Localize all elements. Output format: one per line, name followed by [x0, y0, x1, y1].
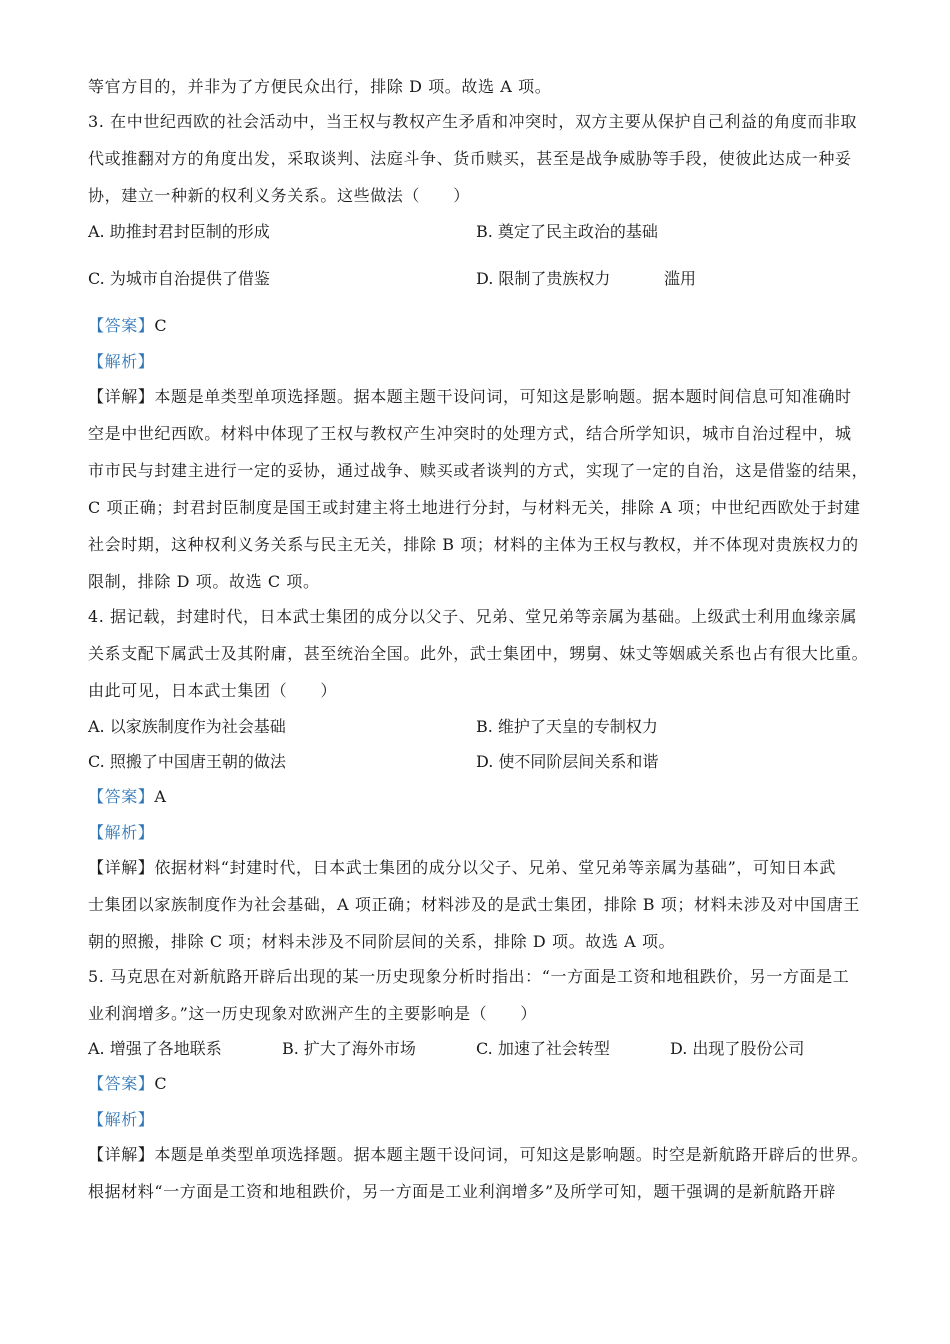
q5-detail-line	[88, 1144, 878, 1166]
q5-option-c: C. 加速了社会转型	[476, 1039, 610, 1058]
q4-detail-line	[88, 857, 878, 879]
q4-option-b: B. 维护了天皇的专制权力	[476, 717, 658, 736]
q3-analysis	[88, 351, 878, 373]
q4-stem-line: 关系支配下属武士及其附庸，甚至统治全国。此外，武士集团中，甥舅、妹丈等姻戚关系也占有很大比重。	[88, 644, 869, 663]
q4-detail-line: 朝的照搬，排除 C 项；材料未涉及不同阶层间的关系，排除 D 项。故选 A 项。	[88, 932, 676, 951]
q5-analysis	[88, 1109, 878, 1131]
q2-analysis-tail: 等官方目的，并非为了方便民众出行，排除 D 项。故选 A 项。	[88, 77, 552, 96]
q3-option-c: C. 为城市自治提供了借鉴	[88, 269, 270, 288]
q4-option-d: D. 使不同阶层间关系和谐	[476, 752, 659, 771]
answer-label: 【答案】	[88, 1074, 155, 1093]
answer-label: 【答案】	[88, 316, 155, 335]
q5-stem-line: 5. 马克思在对新航路开辟后出现的某一历史现象分析时指出：“一方面是工资和地租跌价，另一方面是工	[88, 967, 850, 986]
q3-option-b: B. 奠定了民主政治的基础	[476, 222, 658, 241]
q4-detail-line: 士集团以家族制度作为社会基础，A 项正确；材料涉及的是武士集团，排除 B 项；材料未涉及对中国唐王	[88, 895, 860, 914]
q3-detail-line: 市市民与封建主进行一定的妥协，通过战争、赎买或者谈判的方式，实现了一定的自治，这是借鉴的结果，	[88, 461, 869, 480]
q3-stem-line: 3. 在中世纪西欧的社会活动中，当王权与教权产生矛盾和冲突时，双方主要从保护自己利益的角度而非取	[88, 112, 858, 131]
analysis-label: 【解析】	[88, 352, 155, 371]
q3-option-d-tail: 滥用	[664, 269, 697, 288]
detail-label: 【详解】	[88, 858, 155, 877]
q3-answer	[88, 315, 878, 337]
q3-detail-line	[88, 386, 878, 408]
answer-label: 【答案】	[88, 787, 155, 806]
q5-option-b: B. 扩大了海外市场	[282, 1039, 416, 1058]
analysis-label: 【解析】	[88, 823, 155, 842]
detail-label: 【详解】	[88, 1145, 155, 1164]
q4-option-c: C. 照搬了中国唐王朝的做法	[88, 752, 286, 771]
detail-label: 【详解】	[88, 387, 155, 406]
q3-option-d: D. 限制了贵族权力	[476, 269, 611, 288]
q3-stem-line: 代或推翻对方的角度出发，采取谈判、法庭斗争、货币赎买，甚至是战争威胁等手段，使彼此达成一种妥	[88, 149, 852, 168]
q3-detail-line: 空是中世纪西欧。材料中体现了王权与教权产生冲突时的处理方式，结合所学知识，城市自治过程中，城	[88, 424, 852, 443]
detail-text: 本题是单类型单项选择题。据本题主题干设问词，可知这是影响题。时空是新航路开辟后的世界。	[154, 1145, 869, 1164]
q4-answer	[88, 786, 878, 808]
answer-value: A	[154, 787, 167, 806]
q3-detail-line: C 项正确；封君封臣制度是国王或封建主将土地进行分封，与材料无关，排除 A 项；中世纪西欧处于封建	[88, 498, 861, 517]
q3-stem-line: 协，建立一种新的权利义务关系。这些做法（ ）	[88, 186, 470, 205]
detail-text: 本题是单类型单项选择题。据本题主题干设问词，可知这是影响题。据本题时间信息可知准确时	[154, 387, 852, 406]
q3-detail-line: 社会时期，这种权利义务关系与民主无关，排除 B 项；材料的主体为王权与教权，并不体现对贵族权力的	[88, 535, 859, 554]
q4-option-a: A. 以家族制度作为社会基础	[88, 717, 286, 736]
answer-value: C	[154, 316, 168, 335]
q3-option-a: A. 助推封君封臣制的形成	[88, 222, 270, 241]
q5-stem-line: 业利润增多。”这一历史现象对欧洲产生的主要影响是（ ）	[88, 1004, 537, 1023]
q4-stem-line: 4. 据记载，封建时代，日本武士集团的成分以父子、兄弟、堂兄弟等亲属为基础。上级武士利用血缘亲属	[88, 607, 858, 626]
q5-option-d: D. 出现了股份公司	[670, 1039, 805, 1058]
q5-answer	[88, 1073, 878, 1095]
q3-detail-line: 限制，排除 D 项。故选 C 项。	[88, 572, 320, 591]
detail-text: 依据材料“封建时代，日本武士集团的成分以父子、兄弟、堂兄弟等亲属为基础”，可知日本武	[154, 858, 836, 877]
q5-detail-line: 根据材料“一方面是工资和地租跌价，另一方面是工业利润增多”及所学可知，题干强调的是新航路开辟	[88, 1182, 836, 1201]
q4-stem-line: 由此可见，日本武士集团（ ）	[88, 681, 338, 700]
q5-option-a: A. 增强了各地联系	[88, 1039, 222, 1058]
analysis-label: 【解析】	[88, 1110, 155, 1129]
q4-analysis	[88, 822, 878, 844]
answer-value: C	[154, 1074, 168, 1093]
